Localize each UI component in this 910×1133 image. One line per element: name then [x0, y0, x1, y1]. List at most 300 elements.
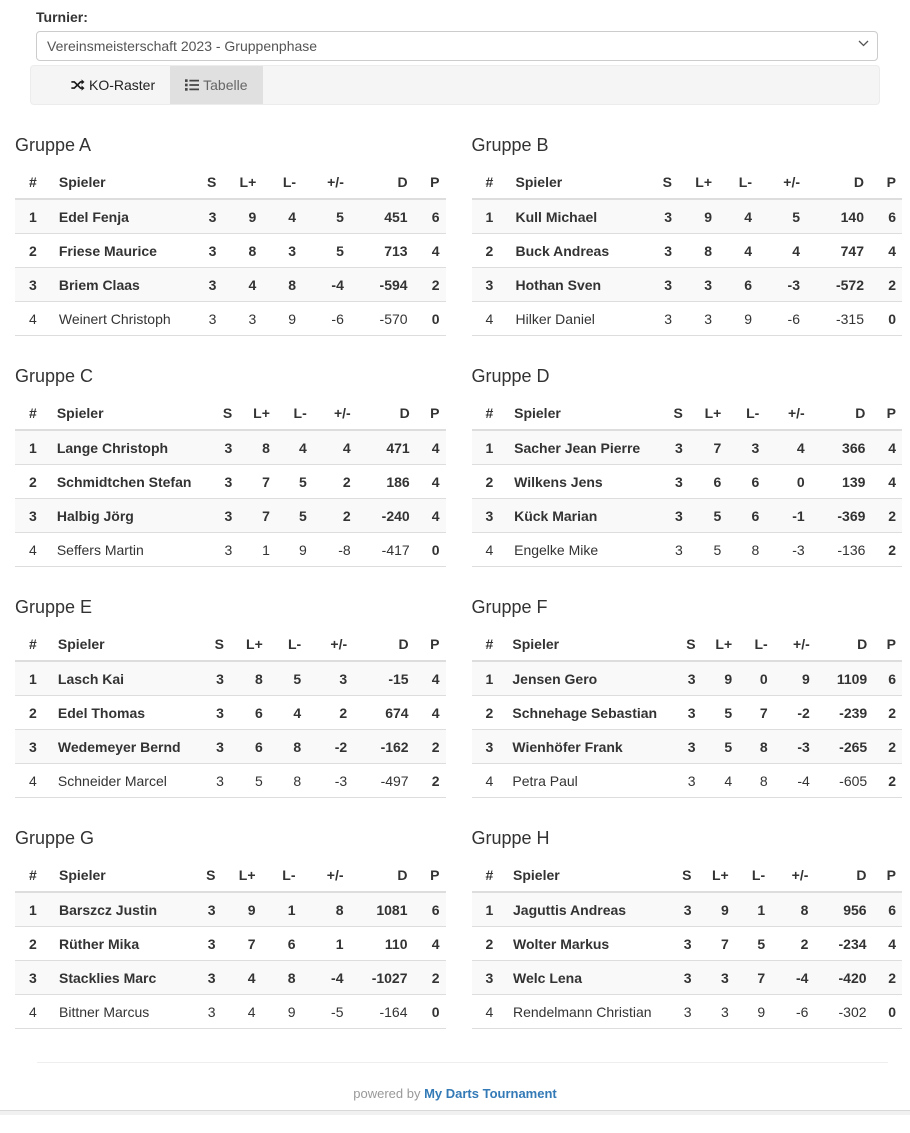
rank-cell: 1	[15, 199, 53, 234]
legs-won-cell: 5	[689, 533, 727, 567]
sets-cell: 3	[197, 430, 238, 465]
table-row	[472, 199, 903, 234]
points-cell: 4	[871, 430, 902, 465]
group-section	[15, 597, 446, 798]
legs-lost-cell: 6	[727, 499, 765, 533]
column-header: D	[816, 628, 873, 661]
column-header: P	[873, 859, 902, 892]
legs-won-cell: 8	[678, 234, 718, 268]
table-row	[472, 465, 903, 499]
footer	[0, 1086, 910, 1101]
player-cell: Jaguttis Andreas	[507, 892, 658, 927]
legs-won-cell: 6	[689, 465, 727, 499]
leg-diff-cell: -1	[765, 499, 810, 533]
leg-diff-cell: -4	[774, 764, 816, 798]
rank-cell: 3	[15, 730, 52, 764]
legs-lost-cell: 5	[735, 927, 771, 961]
column-header: Spieler	[51, 397, 198, 430]
points-diff-cell: -302	[814, 995, 872, 1029]
points-cell: 2	[871, 533, 902, 567]
points-cell: 6	[414, 199, 446, 234]
legs-won-cell: 4	[222, 961, 262, 995]
column-header: S	[646, 397, 689, 430]
sets-cell: 3	[658, 961, 698, 995]
column-header: #	[472, 859, 508, 892]
group-table	[472, 628, 903, 798]
player-cell: Bittner Marcus	[53, 995, 176, 1029]
leg-diff-cell: -2	[307, 730, 353, 764]
points-cell: 4	[416, 499, 446, 533]
leg-diff-cell: 8	[302, 892, 350, 927]
points-diff-cell: 451	[350, 199, 414, 234]
column-header: #	[15, 628, 52, 661]
legs-lost-cell: 5	[269, 661, 307, 696]
rank-cell: 1	[472, 661, 507, 696]
column-header: #	[472, 628, 507, 661]
shuffle-icon	[70, 78, 85, 92]
legs-lost-cell: 1	[262, 892, 302, 927]
group-section	[472, 366, 903, 567]
table-row	[15, 234, 446, 268]
sets-cell: 3	[632, 234, 678, 268]
sets-cell: 3	[176, 961, 222, 995]
sets-cell: 3	[187, 696, 230, 730]
legs-won-cell: 9	[222, 892, 262, 927]
table-row	[472, 961, 903, 995]
table-row	[15, 927, 446, 961]
column-header: L+	[222, 166, 262, 199]
rank-cell: 3	[15, 268, 53, 302]
legs-lost-cell: 4	[718, 199, 758, 234]
leg-diff-cell: -5	[302, 995, 350, 1029]
column-header: D	[353, 628, 414, 661]
column-header: +/-	[765, 397, 810, 430]
legs-lost-cell: 8	[262, 268, 302, 302]
leg-diff-cell: 9	[774, 661, 816, 696]
rank-cell: 1	[15, 892, 53, 927]
player-cell: Buck Andreas	[510, 234, 633, 268]
group-title: Gruppe E	[15, 597, 93, 617]
sets-cell: 3	[177, 199, 223, 234]
points-diff-cell: 956	[814, 892, 872, 927]
table-row	[15, 199, 446, 234]
leg-diff-cell: -3	[307, 764, 353, 798]
table-header-row	[472, 859, 903, 892]
player-cell: Hilker Daniel	[510, 302, 633, 336]
column-header: D	[814, 859, 872, 892]
rank-cell: 4	[15, 302, 53, 336]
group-table	[472, 397, 903, 567]
group-title: Gruppe D	[471, 366, 550, 386]
points-diff-cell: -234	[814, 927, 872, 961]
column-header: S	[658, 859, 698, 892]
column-header: S	[177, 166, 223, 199]
table-header-row	[15, 397, 446, 430]
player-cell: Hothan Sven	[510, 268, 633, 302]
leg-diff-cell: -3	[765, 533, 810, 567]
leg-diff-cell: 5	[302, 199, 350, 234]
player-cell: Barszcz Justin	[53, 892, 176, 927]
table-row	[15, 268, 446, 302]
points-diff-cell: -572	[806, 268, 870, 302]
legs-won-cell: 1	[238, 533, 276, 567]
legs-lost-cell: 9	[718, 302, 758, 336]
legs-lost-cell: 5	[276, 499, 313, 533]
sets-cell: 3	[646, 499, 689, 533]
table-header-row	[15, 628, 446, 661]
tournament-label: Turnier:	[36, 9, 88, 25]
column-header: L+	[689, 397, 727, 430]
legs-lost-cell: 7	[738, 696, 774, 730]
table-header-row	[472, 397, 903, 430]
table-row	[15, 661, 446, 696]
column-header: L-	[276, 397, 313, 430]
rank-cell: 3	[472, 499, 509, 533]
sets-cell: 3	[658, 892, 698, 927]
rank-cell: 2	[472, 696, 507, 730]
column-header: L-	[718, 166, 758, 199]
sets-cell: 3	[197, 465, 238, 499]
table-row	[472, 730, 903, 764]
rank-cell: 2	[472, 234, 510, 268]
player-cell: Rendelmann Christian	[507, 995, 658, 1029]
column-header: P	[873, 628, 902, 661]
legs-won-cell: 4	[702, 764, 739, 798]
points-diff-cell: -136	[811, 533, 872, 567]
leg-diff-cell: 2	[313, 499, 357, 533]
player-cell: Jensen Gero	[506, 661, 663, 696]
column-header: D	[811, 397, 872, 430]
column-header: +/-	[758, 166, 806, 199]
tab-label: Tabelle	[203, 77, 248, 93]
player-cell: Welc Lena	[507, 961, 658, 995]
player-cell: Halbig Jörg	[51, 499, 198, 533]
sets-cell: 3	[646, 465, 689, 499]
sets-cell: 3	[632, 199, 678, 234]
legs-won-cell: 8	[230, 661, 269, 696]
legs-lost-cell: 4	[269, 696, 307, 730]
points-cell: 6	[870, 199, 902, 234]
table-header-row	[15, 859, 446, 892]
rank-cell: 4	[472, 302, 510, 336]
table-row	[15, 499, 446, 533]
table-row	[472, 661, 903, 696]
table-row	[15, 430, 446, 465]
rank-cell: 3	[472, 268, 510, 302]
legs-won-cell: 5	[230, 764, 269, 798]
rank-cell: 2	[15, 696, 52, 730]
sets-cell: 3	[663, 730, 701, 764]
legs-lost-cell: 3	[727, 430, 765, 465]
legs-won-cell: 8	[222, 234, 262, 268]
legs-lost-cell: 3	[262, 234, 302, 268]
leg-diff-cell: 3	[307, 661, 353, 696]
sets-cell: 3	[187, 764, 230, 798]
points-diff-cell: -239	[816, 696, 873, 730]
sets-cell: 3	[663, 661, 701, 696]
sets-cell: 3	[658, 995, 698, 1029]
legs-lost-cell: 9	[262, 995, 302, 1029]
points-cell: 6	[414, 892, 446, 927]
points-cell: 2	[873, 961, 902, 995]
rank-cell: 3	[15, 961, 53, 995]
points-cell: 4	[870, 234, 902, 268]
group-table	[15, 628, 446, 798]
horizontal-scrollbar[interactable]	[0, 1110, 910, 1115]
column-header: L-	[262, 166, 302, 199]
leg-diff-cell: -4	[302, 961, 350, 995]
group-section	[15, 135, 446, 336]
legs-lost-cell: 8	[738, 730, 774, 764]
points-diff-cell: 140	[806, 199, 870, 234]
leg-diff-cell: -4	[302, 268, 350, 302]
column-header: D	[806, 166, 870, 199]
points-diff-cell: 366	[811, 430, 872, 465]
sets-cell: 3	[176, 995, 222, 1029]
sets-cell: 3	[663, 764, 701, 798]
legs-won-cell: 7	[238, 465, 276, 499]
powered-by-text: powered by	[353, 1086, 421, 1101]
legs-lost-cell: 8	[262, 961, 302, 995]
leg-diff-cell: 1	[302, 927, 350, 961]
column-header: L+	[698, 859, 735, 892]
legs-lost-cell: 1	[735, 892, 771, 927]
my-darts-tournament-link[interactable]: My Darts Tournament	[424, 1086, 557, 1101]
points-diff-cell: -240	[357, 499, 416, 533]
points-diff-cell: 110	[350, 927, 414, 961]
tournament-select-wrap	[36, 31, 878, 61]
rank-cell: 1	[15, 661, 52, 696]
sets-cell: 3	[646, 430, 689, 465]
legs-won-cell: 9	[222, 199, 262, 234]
legs-lost-cell: 8	[727, 533, 765, 567]
column-header: +/-	[302, 859, 350, 892]
points-diff-cell: -164	[350, 995, 414, 1029]
points-cell: 2	[873, 764, 902, 798]
column-header: Spieler	[510, 166, 633, 199]
column-header: D	[357, 397, 416, 430]
leg-diff-cell: 5	[302, 234, 350, 268]
points-cell: 6	[873, 892, 902, 927]
points-cell: 2	[414, 961, 446, 995]
points-diff-cell: -497	[353, 764, 414, 798]
points-diff-cell: 139	[811, 465, 872, 499]
points-cell: 2	[870, 268, 902, 302]
player-cell: Edel Fenja	[53, 199, 177, 234]
rank-cell: 1	[472, 199, 510, 234]
points-diff-cell: -162	[353, 730, 414, 764]
table-row	[472, 995, 903, 1029]
legs-lost-cell: 8	[269, 764, 307, 798]
sets-cell: 3	[176, 892, 222, 927]
column-header: S	[176, 859, 222, 892]
legs-won-cell: 6	[230, 730, 269, 764]
column-header: #	[472, 397, 509, 430]
player-cell: Lasch Kai	[52, 661, 187, 696]
legs-won-cell: 5	[689, 499, 727, 533]
points-cell: 6	[873, 661, 902, 696]
leg-diff-cell: 2	[313, 465, 357, 499]
tournament-select[interactable]	[36, 31, 878, 61]
column-header: Spieler	[508, 397, 646, 430]
legs-won-cell: 3	[698, 995, 735, 1029]
legs-lost-cell: 4	[718, 234, 758, 268]
player-cell: Wilkens Jens	[508, 465, 646, 499]
footer-divider	[37, 1062, 888, 1063]
player-cell: Kull Michael	[510, 199, 633, 234]
column-header: L+	[238, 397, 276, 430]
sets-cell: 3	[187, 730, 230, 764]
table-row	[472, 892, 903, 927]
points-cell: 2	[873, 696, 902, 730]
leg-diff-cell: 2	[307, 696, 353, 730]
points-diff-cell: 674	[353, 696, 414, 730]
column-header: Spieler	[506, 628, 663, 661]
points-diff-cell: -417	[357, 533, 416, 567]
points-cell: 4	[416, 430, 446, 465]
table-row	[15, 995, 446, 1029]
list-icon	[185, 78, 199, 92]
group-section	[15, 366, 446, 567]
table-row	[472, 302, 903, 336]
group-table	[472, 166, 903, 336]
sets-cell: 3	[632, 302, 678, 336]
points-cell: 0	[416, 533, 446, 567]
table-row	[472, 234, 903, 268]
column-header: L-	[269, 628, 307, 661]
rank-cell: 1	[15, 430, 51, 465]
points-cell: 0	[414, 995, 446, 1029]
player-cell: Lange Christoph	[51, 430, 198, 465]
rank-cell: 2	[15, 234, 53, 268]
points-diff-cell: 186	[357, 465, 416, 499]
points-diff-cell: -1027	[350, 961, 414, 995]
sets-cell: 3	[197, 533, 238, 567]
sets-cell: 3	[177, 268, 223, 302]
player-cell: Seffers Martin	[51, 533, 198, 567]
legs-won-cell: 9	[678, 199, 718, 234]
player-cell: Stacklies Marc	[53, 961, 176, 995]
legs-lost-cell: 9	[276, 533, 313, 567]
group-title: Gruppe C	[15, 366, 94, 386]
group-title: Gruppe H	[471, 828, 550, 848]
player-cell: Friese Maurice	[53, 234, 177, 268]
points-cell: 4	[414, 927, 446, 961]
legs-won-cell: 3	[698, 961, 735, 995]
group-title: Gruppe B	[471, 135, 549, 155]
points-diff-cell: -420	[814, 961, 872, 995]
column-header: Spieler	[507, 859, 658, 892]
points-cell: 4	[416, 465, 446, 499]
column-header: Spieler	[53, 166, 177, 199]
legs-won-cell: 7	[238, 499, 276, 533]
legs-lost-cell: 0	[738, 661, 774, 696]
legs-won-cell: 5	[702, 730, 739, 764]
column-header: L+	[230, 628, 269, 661]
player-cell: Sacher Jean Pierre	[508, 430, 646, 465]
column-header: +/-	[774, 628, 816, 661]
legs-won-cell: 6	[230, 696, 269, 730]
column-header: D	[350, 166, 414, 199]
rank-cell: 1	[472, 892, 508, 927]
legs-won-cell: 8	[238, 430, 276, 465]
points-diff-cell: 471	[357, 430, 416, 465]
legs-won-cell: 3	[678, 268, 718, 302]
group-table	[472, 859, 903, 1029]
column-header: #	[15, 397, 51, 430]
rank-cell: 4	[472, 764, 507, 798]
player-cell: Rüther Mika	[53, 927, 176, 961]
rank-cell: 2	[15, 465, 51, 499]
table-row	[472, 764, 903, 798]
player-cell: Schmidtchen Stefan	[51, 465, 198, 499]
column-header: +/-	[313, 397, 357, 430]
tab-tabelle[interactable]	[170, 66, 262, 104]
player-cell: Kück Marian	[508, 499, 646, 533]
points-cell: 2	[873, 730, 902, 764]
table-row	[15, 302, 446, 336]
points-diff-cell: -594	[350, 268, 414, 302]
group-title: Gruppe F	[471, 597, 548, 617]
column-header: Spieler	[53, 859, 176, 892]
player-cell: Briem Claas	[53, 268, 177, 302]
group-title: Gruppe A	[15, 135, 92, 155]
points-diff-cell: 713	[350, 234, 414, 268]
rank-cell: 4	[15, 995, 53, 1029]
rank-cell: 1	[472, 430, 509, 465]
group-title: Gruppe G	[15, 828, 95, 848]
legs-lost-cell: 8	[269, 730, 307, 764]
legs-won-cell: 4	[222, 268, 262, 302]
table-header-row	[472, 166, 903, 199]
column-header: S	[663, 628, 701, 661]
table-row	[15, 465, 446, 499]
leg-diff-cell: -6	[302, 302, 350, 336]
column-header: P	[415, 628, 446, 661]
sets-cell: 3	[176, 927, 222, 961]
table-row	[15, 696, 446, 730]
player-cell: Wienhöfer Frank	[506, 730, 663, 764]
column-header: S	[632, 166, 678, 199]
column-header: L-	[727, 397, 765, 430]
legs-lost-cell: 6	[718, 268, 758, 302]
column-header: L+	[702, 628, 739, 661]
player-cell: Edel Thomas	[52, 696, 187, 730]
leg-diff-cell: -6	[771, 995, 814, 1029]
tab-ko-raster[interactable]	[55, 66, 170, 104]
points-cell: 4	[415, 696, 446, 730]
rank-cell: 2	[472, 465, 509, 499]
legs-lost-cell: 7	[735, 961, 771, 995]
column-header: S	[187, 628, 230, 661]
legs-won-cell: 9	[698, 892, 735, 927]
table-header-row	[15, 166, 446, 199]
table-row	[472, 430, 903, 465]
leg-diff-cell: -8	[313, 533, 357, 567]
column-header: L-	[262, 859, 302, 892]
points-diff-cell: -369	[811, 499, 872, 533]
group-table	[15, 166, 446, 336]
table-row	[15, 533, 446, 567]
player-cell: Engelke Mike	[508, 533, 646, 567]
rank-cell: 2	[15, 927, 53, 961]
column-header: P	[871, 397, 902, 430]
column-header: #	[15, 166, 53, 199]
tournament-form	[0, 0, 910, 61]
points-cell: 2	[415, 764, 446, 798]
column-header: +/-	[771, 859, 814, 892]
legs-lost-cell: 4	[276, 430, 313, 465]
